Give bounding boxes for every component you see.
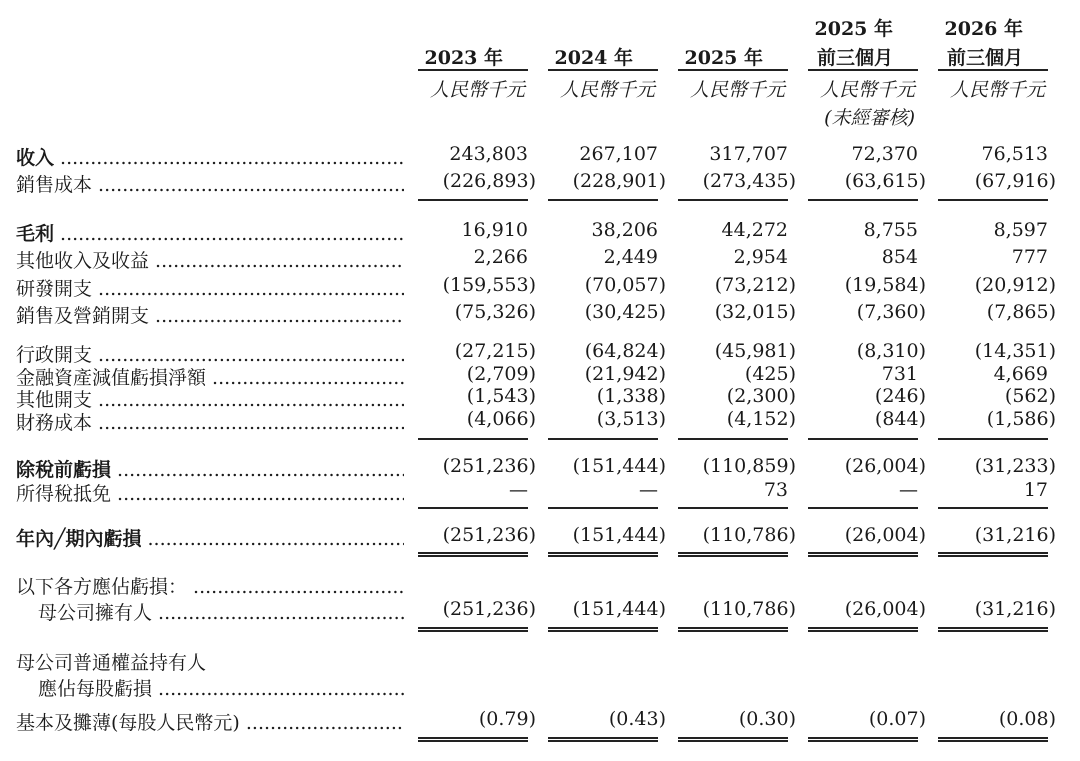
col-header-line1: 2026 年 (944, 18, 1023, 40)
cell-value: (228,901) (572, 170, 666, 192)
row-label: 母公司擁有人 ..... (38, 598, 404, 625)
cell-value: (425) (744, 363, 796, 385)
double-rule (548, 627, 658, 632)
col-header-line2: 前三個月 (816, 47, 893, 69)
cell-value: (0.43) (608, 708, 666, 730)
cell-value: (64,824) (584, 340, 666, 362)
row-label: 應佔每股虧損 ..... (38, 674, 404, 701)
row-label: 財務成本 ..... (16, 408, 404, 435)
cell-value: 73 (763, 479, 788, 501)
cell-value: 2,449 (603, 246, 658, 268)
double-rule (808, 737, 918, 742)
cell-value: (246) (874, 385, 926, 407)
row-label: 年內╱期內虧損 ..... (16, 524, 404, 551)
cell-value: (26,004) (844, 524, 926, 546)
single-rule (418, 507, 528, 509)
cell-value: 76,513 (981, 143, 1048, 165)
single-rule (678, 199, 788, 201)
cell-value: (151,444) (572, 598, 666, 620)
col-unaudited-note: (未經審核) (824, 107, 915, 129)
header-underline (678, 69, 788, 71)
row-label: 除稅前虧損 ..... (16, 455, 404, 482)
single-rule (548, 199, 658, 201)
cell-value: (1,543) (466, 385, 536, 407)
double-rule (418, 552, 528, 557)
single-rule (418, 199, 528, 201)
cell-value: (31,216) (974, 598, 1056, 620)
cell-value: (26,004) (844, 598, 926, 620)
row-label: 其他收入及收益 ..... (16, 246, 404, 273)
single-rule (548, 507, 658, 509)
header-underline (548, 69, 658, 71)
cell-value: (30,425) (584, 301, 666, 323)
cell-value: 44,272 (721, 219, 788, 241)
header-underline (418, 69, 528, 71)
cell-value: (0.30) (738, 708, 796, 730)
cell-value: (0.07) (868, 708, 926, 730)
single-rule (548, 438, 658, 440)
cell-value: (7,865) (986, 301, 1056, 323)
double-rule (938, 552, 1048, 557)
cell-value: (251,236) (442, 524, 536, 546)
cell-value: 38,206 (591, 219, 658, 241)
cell-value: 731 (881, 363, 918, 385)
cell-value: (21,942) (584, 363, 666, 385)
cell-value: (27,215) (454, 340, 536, 362)
row-label: 研發開支 ..... (16, 274, 404, 301)
single-rule (678, 507, 788, 509)
cell-value: — (899, 479, 918, 501)
cell-value: 777 (1011, 246, 1048, 268)
single-rule (938, 199, 1048, 201)
double-rule (938, 627, 1048, 632)
cell-value: 2,266 (473, 246, 528, 268)
cell-value: 243,803 (449, 143, 528, 165)
row-label: 金融資產減值虧損淨額 ..... (16, 363, 404, 390)
cell-value: (226,893) (442, 170, 536, 192)
row-label: 基本及攤薄(每股人民幣元) ..... (16, 708, 404, 735)
row-label: 行政開支 ..... (16, 340, 404, 367)
header-underline (808, 69, 918, 71)
cell-value: (7,360) (856, 301, 926, 323)
double-rule (678, 737, 788, 742)
cell-value: (1,338) (596, 385, 666, 407)
row-label: 銷售及營銷開支 ..... (16, 301, 404, 328)
col-header-line2: 2025 年 (684, 47, 763, 69)
cell-value: 8,597 (993, 219, 1048, 241)
cell-value: (2,300) (726, 385, 796, 407)
header-underline (938, 69, 1048, 71)
cell-value: (63,615) (844, 170, 926, 192)
cell-value: (2,709) (466, 363, 536, 385)
double-rule (418, 737, 528, 742)
row-label: 其他開支 ..... (16, 385, 404, 412)
row-label: 毛利 ..... (16, 219, 404, 246)
cell-value: (75,326) (454, 301, 536, 323)
cell-value: (110,786) (702, 598, 796, 620)
cell-value: (251,236) (442, 598, 536, 620)
cell-value: (0.79) (478, 708, 536, 730)
cell-value: (0.08) (998, 708, 1056, 730)
cell-value: — (639, 479, 658, 501)
cell-value: 2,954 (733, 246, 788, 268)
row-label: 收入 ..... (16, 143, 404, 170)
cell-value: (73,212) (714, 274, 796, 296)
single-rule (678, 438, 788, 440)
cell-value: 267,107 (579, 143, 658, 165)
cell-value: 317,707 (709, 143, 788, 165)
single-rule (808, 199, 918, 201)
cell-value: (151,444) (572, 524, 666, 546)
cell-value: (110,859) (702, 455, 796, 477)
row-label: 母公司普通權益持有人 (16, 652, 207, 674)
double-rule (418, 627, 528, 632)
cell-value: 854 (881, 246, 918, 268)
col-header-line2: 前三個月 (946, 47, 1023, 69)
cell-value: 17 (1023, 479, 1048, 501)
double-rule (548, 552, 658, 557)
double-rule (678, 552, 788, 557)
double-rule (678, 627, 788, 632)
cell-value: (151,444) (572, 455, 666, 477)
cell-value: (3,513) (596, 408, 666, 430)
col-unit: 人民幣千元 (429, 79, 525, 101)
cell-value: (844) (874, 408, 926, 430)
cell-value: (67,916) (974, 170, 1056, 192)
cell-value: 16,910 (461, 219, 528, 241)
cell-value: (26,004) (844, 455, 926, 477)
single-rule (938, 507, 1048, 509)
cell-value: 8,755 (863, 219, 918, 241)
single-rule (808, 438, 918, 440)
cell-value: (251,236) (442, 455, 536, 477)
double-rule (808, 552, 918, 557)
single-rule (808, 507, 918, 509)
cell-value: (273,435) (702, 170, 796, 192)
cell-value: (159,553) (442, 274, 536, 296)
col-unit: 人民幣千元 (689, 79, 785, 101)
single-rule (938, 438, 1048, 440)
cell-value: (110,786) (702, 524, 796, 546)
double-rule (548, 737, 658, 742)
cell-value: 72,370 (851, 143, 918, 165)
row-label: 所得稅抵免 ..... (16, 479, 404, 506)
cell-value: (8,310) (856, 340, 926, 362)
cell-value: — (509, 479, 528, 501)
col-unit: 人民幣千元 (559, 79, 655, 101)
row-label: 銷售成本 ..... (16, 170, 404, 197)
double-rule (938, 737, 1048, 742)
cell-value: (45,981) (714, 340, 796, 362)
cell-value: (20,912) (974, 274, 1056, 296)
double-rule (808, 627, 918, 632)
cell-value: (1,586) (986, 408, 1056, 430)
row-label: 以下各方應佔虧損： ..... (16, 572, 404, 599)
cell-value: 4,669 (993, 363, 1048, 385)
cell-value: (31,216) (974, 524, 1056, 546)
col-header-line2: 2023 年 (424, 47, 503, 69)
col-header-line1: 2025 年 (814, 18, 893, 40)
cell-value: (562) (1004, 385, 1056, 407)
cell-value: (19,584) (844, 274, 926, 296)
cell-value: (31,233) (974, 455, 1056, 477)
cell-value: (4,066) (466, 408, 536, 430)
col-header-line2: 2024 年 (554, 47, 633, 69)
cell-value: (70,057) (584, 274, 666, 296)
cell-value: (14,351) (974, 340, 1056, 362)
col-unit: 人民幣千元 (819, 79, 915, 101)
col-unit: 人民幣千元 (949, 79, 1045, 101)
cell-value: (4,152) (726, 408, 796, 430)
single-rule (418, 438, 528, 440)
cell-value: (32,015) (714, 301, 796, 323)
